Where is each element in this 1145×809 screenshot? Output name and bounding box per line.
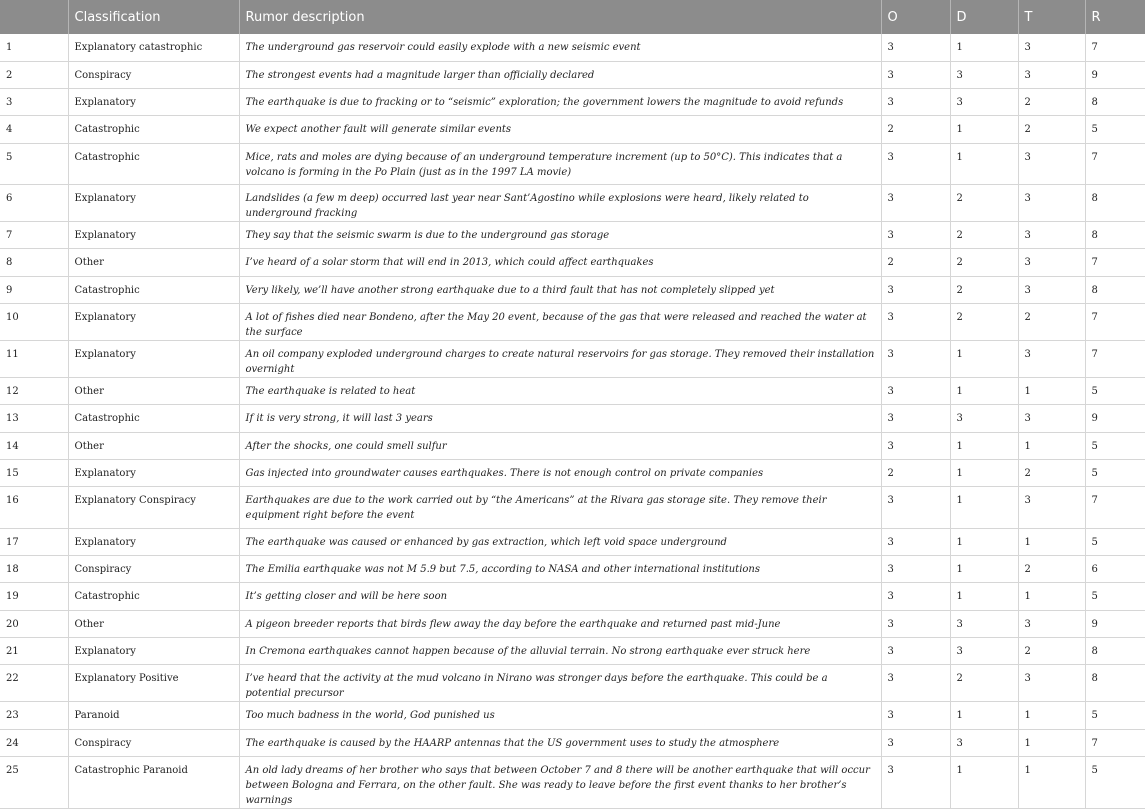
o-score-cell: 3: [881, 665, 950, 702]
table-row: [0, 556, 1145, 583]
t-score-cell: 2: [1018, 89, 1085, 116]
d-score-cell: 1: [950, 487, 1018, 529]
r-score-cell: 7: [1085, 341, 1145, 378]
row-number: 14: [0, 432, 68, 459]
r-score-cell: 7: [1085, 729, 1145, 756]
classification-cell: Conspiracy: [68, 61, 239, 88]
rumor-description-cell: The underground gas reservoir could easily explode with a new seismic event: [239, 34, 881, 61]
classification-cell: Conspiracy: [68, 729, 239, 756]
table-row: [0, 276, 1145, 303]
t-score-cell: 3: [1018, 249, 1085, 276]
row-number: 8: [0, 249, 68, 276]
r-score-cell: 5: [1085, 528, 1145, 555]
table-header: [0, 0, 1145, 34]
row-number: 25: [0, 756, 68, 808]
o-score-cell: 3: [881, 304, 950, 341]
d-score-cell: 1: [950, 756, 1018, 808]
row-number: 21: [0, 637, 68, 664]
row-number: 23: [0, 702, 68, 729]
d-score-cell: 1: [950, 702, 1018, 729]
rumor-description-cell: Mice, rats and moles are dying because of an underground temperature increment (up to 50°C). This indicates that a volcano is forming in the Po Plain (just as in the 1997 LA movie): [239, 143, 881, 185]
d-score-cell: 3: [950, 729, 1018, 756]
r-score-cell: 5: [1085, 432, 1145, 459]
d-score-cell: 1: [950, 556, 1018, 583]
r-score-cell: 9: [1085, 405, 1145, 432]
o-score-cell: 3: [881, 729, 950, 756]
row-number: 6: [0, 185, 68, 222]
d-score-cell: 1: [950, 143, 1018, 185]
t-score-cell: 1: [1018, 756, 1085, 808]
rumor-description-cell: The earthquake is related to heat: [239, 378, 881, 405]
t-score-cell: 3: [1018, 405, 1085, 432]
rumor-description-cell: They say that the seismic swarm is due to the underground gas storage: [239, 222, 881, 249]
o-score-cell: 3: [881, 405, 950, 432]
rumor-description-cell: A lot of fishes died near Bondeno, after the May 20 event, because of the gas that were released and reached the water at the surface: [239, 304, 881, 341]
r-score-cell: 6: [1085, 556, 1145, 583]
t-score-cell: 1: [1018, 528, 1085, 555]
table-row: [0, 729, 1145, 756]
o-score-cell: 3: [881, 276, 950, 303]
table-row: [0, 34, 1145, 61]
d-score-cell: 1: [950, 34, 1018, 61]
t-score-cell: 3: [1018, 185, 1085, 222]
r-score-cell: 5: [1085, 459, 1145, 486]
o-score-cell: 3: [881, 756, 950, 808]
d-score-cell: 3: [950, 637, 1018, 664]
classification-cell: Explanatory Conspiracy: [68, 487, 239, 529]
r-score-cell: 9: [1085, 610, 1145, 637]
t-score-cell: 3: [1018, 143, 1085, 185]
d-score-cell: 1: [950, 528, 1018, 555]
d-score-cell: 1: [950, 459, 1018, 486]
rumor-description-cell: After the shocks, one could smell sulfur: [239, 432, 881, 459]
r-score-cell: 8: [1085, 185, 1145, 222]
header-o: O: [881, 0, 950, 34]
table-row: [0, 702, 1145, 729]
o-score-cell: 3: [881, 702, 950, 729]
row-number: 17: [0, 528, 68, 555]
t-score-cell: 2: [1018, 304, 1085, 341]
o-score-cell: 3: [881, 610, 950, 637]
classification-cell: Explanatory: [68, 222, 239, 249]
table-row: [0, 378, 1145, 405]
row-number: 20: [0, 610, 68, 637]
header-index: [0, 0, 68, 34]
table-row: [0, 185, 1145, 222]
rumor-description-cell: Very likely, we’ll have another strong earthquake due to a third fault that has not completely slipped yet: [239, 276, 881, 303]
header-t: T: [1018, 0, 1085, 34]
r-score-cell: 8: [1085, 665, 1145, 702]
r-score-cell: 5: [1085, 702, 1145, 729]
o-score-cell: 3: [881, 143, 950, 185]
rumor-description-cell: In Cremona earthquakes cannot happen because of the alluvial terrain. No strong earthquake ever struck here: [239, 637, 881, 664]
classification-cell: Other: [68, 378, 239, 405]
rumor-description-cell: An old lady dreams of her brother who says that between October 7 and 8 there will be another earthquake that will occur between Bologna and Ferrara, on the other fault. She was ready to leave before the first event thanks to her brother’s warnings: [239, 756, 881, 808]
d-score-cell: 1: [950, 432, 1018, 459]
table-row: [0, 665, 1145, 702]
r-score-cell: 9: [1085, 61, 1145, 88]
d-score-cell: 1: [950, 583, 1018, 610]
r-score-cell: 7: [1085, 34, 1145, 61]
r-score-cell: 7: [1085, 249, 1145, 276]
table-row: [0, 341, 1145, 378]
row-number: 9: [0, 276, 68, 303]
t-score-cell: 1: [1018, 729, 1085, 756]
classification-cell: Explanatory catastrophic: [68, 34, 239, 61]
d-score-cell: 3: [950, 61, 1018, 88]
table-row: [0, 61, 1145, 88]
rumor-description-cell: It’s getting closer and will be here soon: [239, 583, 881, 610]
o-score-cell: 3: [881, 487, 950, 529]
row-number: 12: [0, 378, 68, 405]
rumor-description-cell: The strongest events had a magnitude larger than officially declared: [239, 61, 881, 88]
t-score-cell: 2: [1018, 637, 1085, 664]
classification-cell: Catastrophic: [68, 116, 239, 143]
r-score-cell: 8: [1085, 276, 1145, 303]
classification-cell: Explanatory Positive: [68, 665, 239, 702]
d-score-cell: 2: [950, 276, 1018, 303]
classification-cell: Paranoid: [68, 702, 239, 729]
o-score-cell: 3: [881, 89, 950, 116]
d-score-cell: 3: [950, 405, 1018, 432]
d-score-cell: 2: [950, 185, 1018, 222]
rumor-description-cell: If it is very strong, it will last 3 years: [239, 405, 881, 432]
r-score-cell: 5: [1085, 583, 1145, 610]
r-score-cell: 5: [1085, 116, 1145, 143]
rumor-description-cell: The earthquake is caused by the HAARP antennas that the US government uses to study the atmosphere: [239, 729, 881, 756]
table-row: [0, 459, 1145, 486]
r-score-cell: 5: [1085, 756, 1145, 808]
rumor-description-cell: Gas injected into groundwater causes earthquakes. There is not enough control on private companies: [239, 459, 881, 486]
d-score-cell: 2: [950, 249, 1018, 276]
o-score-cell: 3: [881, 637, 950, 664]
rumor-description-cell: We expect another fault will generate similar events: [239, 116, 881, 143]
header-d: D: [950, 0, 1018, 34]
o-score-cell: 3: [881, 341, 950, 378]
row-number: 7: [0, 222, 68, 249]
o-score-cell: 2: [881, 459, 950, 486]
row-number: 5: [0, 143, 68, 185]
row-number: 15: [0, 459, 68, 486]
table-row: [0, 610, 1145, 637]
classification-cell: Explanatory: [68, 637, 239, 664]
t-score-cell: 2: [1018, 459, 1085, 486]
t-score-cell: 3: [1018, 665, 1085, 702]
t-score-cell: 3: [1018, 61, 1085, 88]
table-row: [0, 487, 1145, 529]
table-row: [0, 249, 1145, 276]
r-score-cell: 8: [1085, 637, 1145, 664]
row-number: 11: [0, 341, 68, 378]
d-score-cell: 1: [950, 116, 1018, 143]
classification-cell: Explanatory: [68, 304, 239, 341]
rumor-description-cell: I’ve heard of a solar storm that will end in 2013, which could affect earthquakes: [239, 249, 881, 276]
d-score-cell: 3: [950, 89, 1018, 116]
t-score-cell: 2: [1018, 116, 1085, 143]
d-score-cell: 1: [950, 341, 1018, 378]
classification-cell: Catastrophic: [68, 583, 239, 610]
o-score-cell: 3: [881, 528, 950, 555]
o-score-cell: 3: [881, 185, 950, 222]
table-body: [0, 34, 1145, 808]
rumor-description-cell: Too much badness in the world, God punished us: [239, 702, 881, 729]
t-score-cell: 3: [1018, 222, 1085, 249]
row-number: 1: [0, 34, 68, 61]
classification-cell: Other: [68, 610, 239, 637]
classification-cell: Other: [68, 249, 239, 276]
row-number: 19: [0, 583, 68, 610]
rumor-description-cell: Landslides (a few m deep) occurred last year near Sant’Agostino while explosions were heard, likely related to underground fracking: [239, 185, 881, 222]
r-score-cell: 5: [1085, 378, 1145, 405]
header-row: [0, 0, 1145, 34]
classification-cell: Catastrophic: [68, 143, 239, 185]
classification-cell: Explanatory: [68, 459, 239, 486]
table-row: [0, 116, 1145, 143]
table-row: [0, 756, 1145, 808]
rumor-description-cell: Earthquakes are due to the work carried out by “the Americans” at the Rivara gas storage site. They remove their equipment right before the event: [239, 487, 881, 529]
d-score-cell: 3: [950, 610, 1018, 637]
o-score-cell: 3: [881, 378, 950, 405]
rumor-description-cell: The Emilia earthquake was not M 5.9 but 7.5, according to NASA and other international institutions: [239, 556, 881, 583]
t-score-cell: 1: [1018, 583, 1085, 610]
row-number: 24: [0, 729, 68, 756]
classification-cell: Catastrophic: [68, 405, 239, 432]
t-score-cell: 3: [1018, 341, 1085, 378]
o-score-cell: 3: [881, 432, 950, 459]
r-score-cell: 7: [1085, 304, 1145, 341]
rumor-description-cell: A pigeon breeder reports that birds flew away the day before the earthquake and returned past mid-June: [239, 610, 881, 637]
t-score-cell: 2: [1018, 556, 1085, 583]
r-score-cell: 8: [1085, 89, 1145, 116]
header-rumor-description: Rumor description: [239, 0, 881, 34]
r-score-cell: 7: [1085, 487, 1145, 529]
table-row: [0, 637, 1145, 664]
classification-cell: Catastrophic Paranoid: [68, 756, 239, 808]
t-score-cell: 1: [1018, 432, 1085, 459]
d-score-cell: 1: [950, 378, 1018, 405]
table-row: [0, 143, 1145, 185]
classification-cell: Explanatory: [68, 341, 239, 378]
row-number: 16: [0, 487, 68, 529]
classification-cell: Explanatory: [68, 185, 239, 222]
r-score-cell: 8: [1085, 222, 1145, 249]
rumor-description-cell: I’ve heard that the activity at the mud volcano in Nirano was stronger days before the earthquake. This could be a potential precursor: [239, 665, 881, 702]
table-row: [0, 304, 1145, 341]
rumor-description-cell: An oil company exploded underground charges to create natural reservoirs for gas storage. They removed their installation overnight: [239, 341, 881, 378]
classification-cell: Catastrophic: [68, 276, 239, 303]
o-score-cell: 3: [881, 583, 950, 610]
classification-cell: Explanatory: [68, 528, 239, 555]
classification-cell: Other: [68, 432, 239, 459]
t-score-cell: 1: [1018, 702, 1085, 729]
d-score-cell: 2: [950, 304, 1018, 341]
t-score-cell: 3: [1018, 610, 1085, 637]
header-classification: Classification: [68, 0, 239, 34]
row-number: 13: [0, 405, 68, 432]
table-row: [0, 222, 1145, 249]
t-score-cell: 3: [1018, 276, 1085, 303]
row-number: 18: [0, 556, 68, 583]
table-row: [0, 583, 1145, 610]
classification-cell: Conspiracy: [68, 556, 239, 583]
rumor-description-cell: The earthquake was caused or enhanced by gas extraction, which left void space underground: [239, 528, 881, 555]
t-score-cell: 3: [1018, 487, 1085, 529]
row-number: 22: [0, 665, 68, 702]
row-number: 3: [0, 89, 68, 116]
d-score-cell: 2: [950, 665, 1018, 702]
row-number: 10: [0, 304, 68, 341]
classification-cell: Explanatory: [68, 89, 239, 116]
table-row: [0, 89, 1145, 116]
o-score-cell: 3: [881, 34, 950, 61]
o-score-cell: 3: [881, 61, 950, 88]
row-number: 4: [0, 116, 68, 143]
table-row: [0, 432, 1145, 459]
header-r: R: [1091, 9, 1101, 25]
table-row: [0, 528, 1145, 555]
rumor-description-cell: The earthquake is due to fracking or to “seismic” exploration; the government lowers the magnitude to avoid refunds: [239, 89, 881, 116]
table-row: [0, 405, 1145, 432]
o-score-cell: 2: [881, 116, 950, 143]
o-score-cell: 3: [881, 222, 950, 249]
d-score-cell: 2: [950, 222, 1018, 249]
row-number: 2: [0, 61, 68, 88]
t-score-cell: 1: [1018, 378, 1085, 405]
o-score-cell: 2: [881, 249, 950, 276]
t-score-cell: 3: [1018, 34, 1085, 61]
r-score-cell: 7: [1085, 143, 1145, 185]
o-score-cell: 3: [881, 556, 950, 583]
